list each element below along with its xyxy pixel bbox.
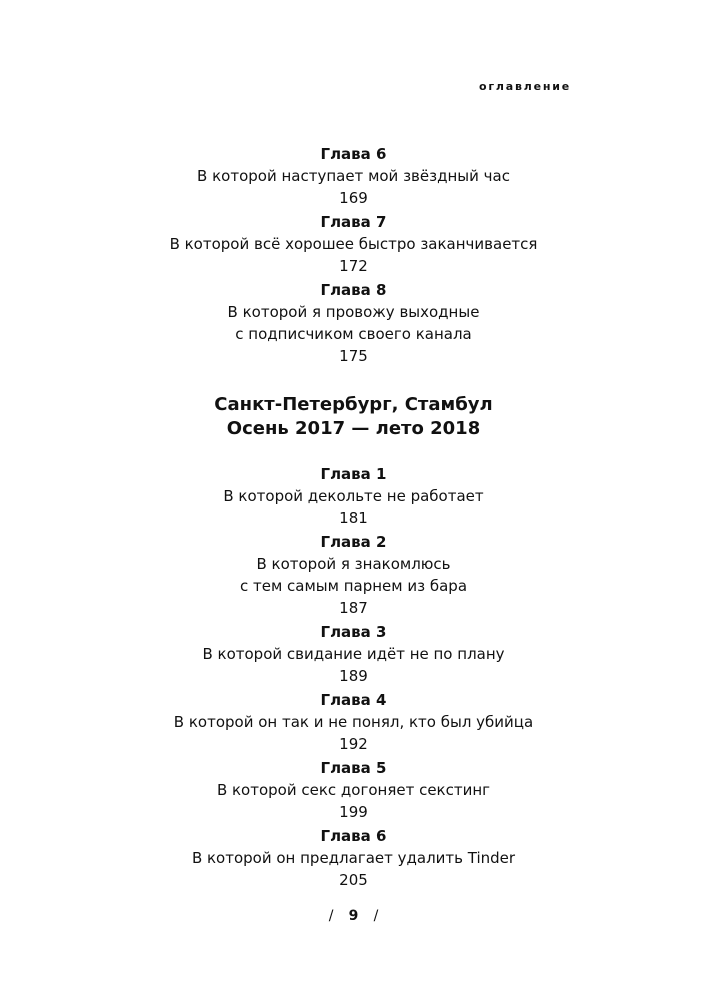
chapter-title-line: В которой он предлагает удалить Tinder xyxy=(191,849,516,867)
toc-entry xyxy=(0,531,707,619)
toc-entry xyxy=(0,279,707,367)
chapter-page-number: 199 xyxy=(339,803,368,821)
table-of-contents xyxy=(0,143,707,891)
chapter-page-number: 187 xyxy=(339,599,368,617)
chapter-label: Глава 2 xyxy=(320,533,387,551)
chapter-title-line: В которой наступает мой звёздный час xyxy=(197,167,510,185)
chapter-label: Глава 6 xyxy=(320,827,387,845)
chapter-label: Глава 7 xyxy=(320,213,387,231)
chapter-title xyxy=(0,779,707,801)
toc-entry xyxy=(0,211,707,277)
chapter-title-line: В которой декольте не работает xyxy=(223,487,484,505)
chapter-title-line: В которой свидание идёт не по плану xyxy=(202,645,505,663)
chapter-page-number: 175 xyxy=(339,347,368,365)
folio-left-slash: / xyxy=(328,908,334,924)
chapter-page-number: 205 xyxy=(339,871,368,889)
chapter-page-number: 169 xyxy=(339,189,368,207)
chapter-label: Глава 4 xyxy=(320,691,387,709)
toc-entry xyxy=(0,825,707,891)
toc-entry xyxy=(0,143,707,209)
chapter-label: Глава 5 xyxy=(320,759,387,777)
chapter-title xyxy=(0,711,707,733)
chapter-title-line: В которой я провожу выходные xyxy=(227,303,480,321)
chapter-label: Глава 1 xyxy=(320,465,387,483)
chapter-label: Глава 6 xyxy=(320,145,387,163)
chapter-title xyxy=(0,485,707,507)
toc-entry xyxy=(0,689,707,755)
section-heading xyxy=(0,393,707,441)
chapter-page-number: 172 xyxy=(339,257,368,275)
running-head: оглавление xyxy=(478,80,571,93)
toc-entry xyxy=(0,621,707,687)
section-date-line: Осень 2017 — лето 2018 xyxy=(226,418,481,439)
chapter-page-number: 192 xyxy=(339,735,368,753)
chapter-title xyxy=(0,553,707,597)
chapter-title xyxy=(0,233,707,255)
chapter-title-line: В которой я знакомлюсь xyxy=(256,555,451,573)
chapter-title xyxy=(0,301,707,345)
chapter-title-line: В которой секс догоняет секстинг xyxy=(216,781,491,799)
toc-entry xyxy=(0,463,707,529)
toc-entry xyxy=(0,757,707,823)
chapter-page-number: 181 xyxy=(339,509,368,527)
page-number: 9 xyxy=(348,908,359,924)
chapter-title-line: с подписчиком своего канала xyxy=(235,325,472,343)
chapter-title xyxy=(0,847,707,869)
chapter-page-number: 189 xyxy=(339,667,368,685)
chapter-title-line: В которой он так и не понял, кто был убийца xyxy=(173,713,534,731)
folio-right-slash: / xyxy=(373,908,379,924)
chapter-title xyxy=(0,165,707,187)
page-folio xyxy=(0,907,707,925)
section-title-line: Санкт-Петербург, Стамбул xyxy=(214,394,493,415)
chapter-label: Глава 3 xyxy=(320,623,387,641)
chapter-title-line: с тем самым парнем из бара xyxy=(239,577,468,595)
chapter-title-line: В которой всё хорошее быстро заканчивается xyxy=(169,235,538,253)
chapter-title xyxy=(0,643,707,665)
chapter-label: Глава 8 xyxy=(320,281,387,299)
